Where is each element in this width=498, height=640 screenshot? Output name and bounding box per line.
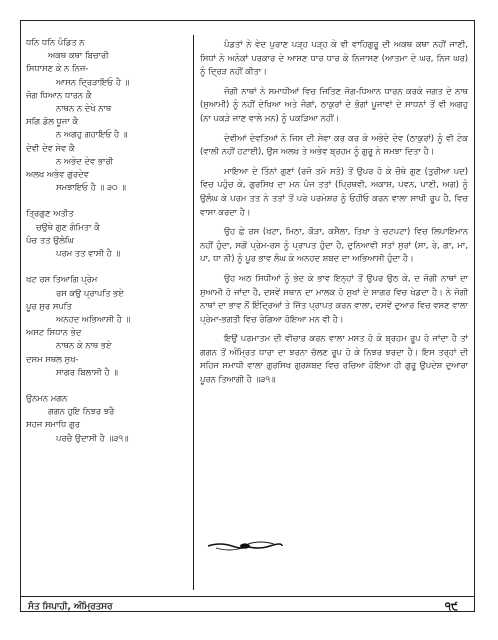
commentary-paragraph: ਉਹ ਛੇ ਰਸ (ਖਟਾ, ਮਿਠਾ, ਕੌੜਾ, ਕਸੈਲਾ, ਤਿਖਾ ਤੇ ਚਟਪਟਾ) ਵਿਚ ਲਿਪਾਇਮਾਨ ਨਹੀਂ ਹੁੰਦਾ, ਸਗੋਂ ਪ੍ਰੇਮ-ਰਸ ਨੂੰ ਪ੍ਰਾਪਤ ਹੁੰਦਾ ਹੈ, ਦੁਨਿਆਵੀ ਸਤਾਂ ਸੁਰਾਂ (ਸਾ, ਰੇ, ਗਾ, ਮਾ, ਪਾ, ਧਾ ਨੀ) ਨੂੰ ਪੂਰ ਭਾਵ ਲੰਘ ਕੇ ਅਨਹਦ ਸ਼ਬਦ ਦਾ ਅਭਿਆਸੀ ਹੁੰਦਾ ਹੈ। (200, 226, 468, 264)
verse-line: ਤ੍ਰਿਗੁਣ ਅਤੀਤ (26, 208, 74, 219)
commentary-column (200, 38, 468, 393)
verse-line: ਅਲਖ ਅਭੇਵ ਗੁਰਦੇਵ (26, 168, 89, 179)
publisher-name: ਸੰਤ ਸਿਪਾਹੀ, ਅੰਮ੍ਰਿਤਸਰ (28, 602, 113, 612)
column-divider (193, 35, 194, 590)
verse-line: ਜੋਗ ਧਿਆਨ ਧਾਰਨ ਕੈ (26, 89, 92, 100)
verse-line: ਨ ਅਭੇਦ ਦੇਵ ਭਾਰੀ (56, 155, 114, 166)
stanza-gap (26, 379, 188, 392)
verse-line: ਸਮਝਾਇਓ ਹੈ ॥ ੩੦ ॥ (56, 182, 126, 193)
verse-line: ਦਸਮ ਸਥਲ ਸੁਖ- (26, 353, 79, 364)
verse-line: ਅਸਟ ਸਿਧਾਨ ਭੇਦ (26, 327, 82, 338)
verse-line: ਸਿਧਾਸਣ ਕੇ ਨ ਨਿਜ- (26, 63, 89, 74)
verse-line: ਪੰਚ ਤਤ ਉਲੰਘਿ (26, 234, 74, 245)
ornament-divider (206, 539, 284, 553)
verse-line: ਆਸਨ ਦ੍ਰਿੜਾਇਓ ਹੈ ॥ (56, 76, 130, 87)
commentary-paragraph: ਦੇਵੀਆਂ ਦੇਵਤਿਆਂ ਨੇ ਜਿਸ ਦੀ ਸੇਵਾ ਕਰ ਕਰ ਕੇ ਅਭੇਦੇ ਦੇਵ (ਠਾਕੁਰਾਂ) ਨੂੰ ਵੀ ਟੇਕ (ਵਾਲੀ ਨਹੀਂ ਹਟਾਈ), ਉਸ ਅਲਖ ਤੇ ਅਭੇਵ ਬ੍ਰਹਮ ਨੂੰ ਗੁਰੂ ਨੇ ਸਮਝਾ ਦਿਤਾ ਹੈ। (200, 132, 468, 157)
verse-line: ਖਟ ਰਸ ਤਿਆਗਿ ਪ੍ਰੇਮ (26, 274, 98, 285)
commentary-paragraph: ਇਉਂ ਪਰਮਾਤਮ ਦੀ ਵੀਚਾਰ ਕਰਨ ਵਾਲਾ ਮਸਤ ਹੋ ਕੇ ਬ੍ਰਹਮ ਰੂਪ ਹੋ ਜਾਂਦਾ ਹੈ ਤਾਂ ਗਗਨ ਤੋਂ ਅੰਮ੍ਰਿਤ ਧਾਰਾ ਦਾ ਝਰਨਾ ਚੱਲਣ ਰੂਪ ਹੋ ਕੇ ਨਿਝਰ ਝਰਦਾ ਹੈ। ਇਸ ਤਰ੍ਹਾਂ ਦੀ ਸਹਿਜ ਸਮਾਧੀ ਵਾਲਾ ਗੁਰਸਿਖ ਗੁਰਸ਼ਬਦ ਵਿਚ ਰਚਿਆ ਹੋਇਆ ਹੀ ਗੁਰੂ ਉਪਦੇਸ਼ ਦੁਆਰਾ ਪੂਰਨ ਤਿਆਗੀ ਹੈ ॥੩੧॥ (200, 333, 468, 385)
commentary-paragraph: ਜੋਗੀ ਨਾਥਾਂ ਨੇ ਸਮਾਧੀਆਂ ਵਿਚ ਜਿਤਿਣ ਜੋਗ-ਧਿਆਨ ਧਾਰਨ ਕਰਕੇ ਜਗਤ ਦੇ ਨਾਥ (ਸੁਆਮੀ) ਨੂੰ ਨਹੀਂ ਦੇਖਿਆ ਅਤੇ ਜੰਗਾਂ, ਠਾਕੁਰਾਂ ਦੇ ਭੋਗਾਂ ਪੂਜਾਵਾਂ ਦੇ ਸਾਧਨਾਂ ਤੋਂ ਵੀ ਅਗਹੁ (ਨਾ ਪਕੜੇ ਜਾਣ ਵਾਲੇ ਮਨ) ਨੂੰ ਪਕੜਿਆ ਨਹੀਂ। (200, 85, 468, 123)
verse-line: ਸਾਗਰ ਬਿਲਾਸੀ ਹੈ ॥ (56, 366, 118, 377)
verse-line: ਪਰਮ ਤਤ ਵਾਸੀ ਹੈ ॥ (56, 248, 120, 258)
verse-line: ਪੂਰ ਸੁਰ ਸਪਤਿ (26, 300, 72, 311)
verse-column (26, 36, 188, 445)
footer-rule (20, 596, 475, 597)
verse-line: ਨਾਥਨ ਨ ਦੇਖੇ ਨਾਥ (56, 102, 112, 113)
verse-line: ਅਨਹਦ ਅਭਿਆਸੀ ਹੈ ॥ (56, 313, 131, 324)
verse-line: ਦੇਵੀ ਦੇਵ ਸੇਵ ਕੈ (26, 142, 75, 153)
verse-line: ਰਸ ਕਉ ਪ੍ਰਾਪਤਿ ਭਏ (56, 287, 124, 298)
verse-line: ਸਗਿ ਡੋਲ ਧੂਜਾ ਕੈ (26, 116, 79, 127)
verse-line: ਅਕਥ ਕਥਾ ਬਿਚਾਰੀ (48, 50, 109, 61)
verse-line: ਉਨਮਨ ਮਗਨ (26, 393, 68, 404)
verse-line: ਧਨਿ ਧਨਿ ਪੰਡਿਤ ਨ (26, 37, 85, 47)
verse-line: ਨ ਅਗਹੁ ਗਹਾਇਓ ਹੈ ॥ (56, 129, 128, 140)
page-number: ੧੯ (444, 600, 458, 613)
verse-line: ਪਰਚੈ ਉਦਾਸੀ ਹੈ ॥੩੧॥ (56, 432, 129, 443)
commentary-paragraph: ਮਾਇਆ ਦੇ ਤਿੰਨਾਂ ਗੁਣਾਂ (ਰਜੋ ਤਮੋ ਸਤੋ) ਤੋਂ ਉਪਰ ਹੋ ਕੇ ਚੌਥੇ ਗੁਣ (ਤੁਰੀਆ ਪਦ) ਵਿਚ ਪਹੁੰਚ ਕੇ, ਗੁਰਸਿਖ ਦਾ ਮਨ ਪੰਜ ਤਤਾਂ (ਪ੍ਰਿਥਵੀ, ਅਕਾਸ਼, ਪਵਨ, ਪਾਣੀ, ਅਗ) ਨੂੰ ਉਲੰਘ ਕੇ ਪਰਮ ਤਤ ਨੇ ਤਤਾਂ ਤੋਂ ਪਰੇ ਪਰਮੇਸ਼ਰ ਨੂੰ ਓਹੀਓ ਕਰਨ ਵਾਲਾ ਸਾਖੀ ਰੂਪ ਹੈ, ਵਿਚ ਵਾਸਾ ਕਰਦਾ ਹੈ। (200, 165, 468, 217)
verse-line: ਚਉਥੇ ਗੁਣ ਗੰਮਿਤਾ ਕੈ (36, 221, 100, 232)
stanza-gap (26, 194, 188, 207)
commentary-paragraph: ਉਹ ਅਠ ਸਿਧੀਆਂ ਨੂੰ ਭੇਦ ਕੇ ਭਾਵ ਇਨ੍ਹਾਂ ਤੋਂ ਉਪਰ ਉਠ ਕੇ, ਦ ਜੋਗੀ ਨਾਥਾਂ ਦਾ ਸੁਆਮੀ ਹੋ ਜਾਂਦਾ ਹੈ, ਦਸਵੇਂ ਸਥਾਨ ਦਾ ਮਾਲਕ ਹੋ ਸੁਖਾਂ ਦੇ ਸਾਗਰ ਵਿਚ ਖੇਡਦਾ ਹੈ। ਨੇ ਜੋਗੀ ਨਾਥਾਂ ਦਾ ਭਾਵ ਨੌਂ ਇੰਦ੍ਰਿਆਂ ਤੇ ਜਿੱਤ ਪ੍ਰਾਪਤ ਕਰਨ ਵਾਲਾ, ਦਸਵੇਂ ਦੁਆਰ ਵਿਚ ਵਸਣ ਵਾਲਾ ਪ੍ਰੇਮਾ-ਭਗਤੀ ਵਿਚ ਰੰਗਿਆ ਹੋਇਆ ਮਨ ਵੀ ਹੈ। (200, 272, 468, 324)
stanza-gap (26, 260, 188, 273)
commentary-paragraph: ਪੰਡਤਾਂ ਨੇ ਵੇਦ ਪੁਰਾਣ ਪੜ੍ਹ ਪੜ੍ਹ ਕੇ ਵੀ ਵਾਹਿਗੁਰੂ ਦੀ ਅਕਥ ਕਥਾ ਨਹੀਂ ਜਾਣੀ, ਸਿਧਾਂ ਨੇ ਅਨੇਕਾਂ ਪਰਕਾਰ ਦੇ ਆਸਣ ਧਾਰ ਧਾਰ ਕੇ ਨਿਜਾਸਣ (ਆਤਮਾ ਦੇ ਘਰ, ਨਿਜ ਘਰ) ਨੂੰ ਦ੍ਰਿੜ ਨਹੀਂ ਕੀਤਾ। (200, 39, 468, 77)
verse-line: ਗਗਨ ਹੁਇ ਨਿਝਰ ਝਰੈ (48, 406, 115, 417)
verse-line: ਸਹਜ ਸਮਾਧਿ ਗੁਰ (26, 419, 80, 430)
verse-line: ਨਾਥਨ ਕੇ ਨਾਥ ਭਏ (56, 340, 112, 351)
